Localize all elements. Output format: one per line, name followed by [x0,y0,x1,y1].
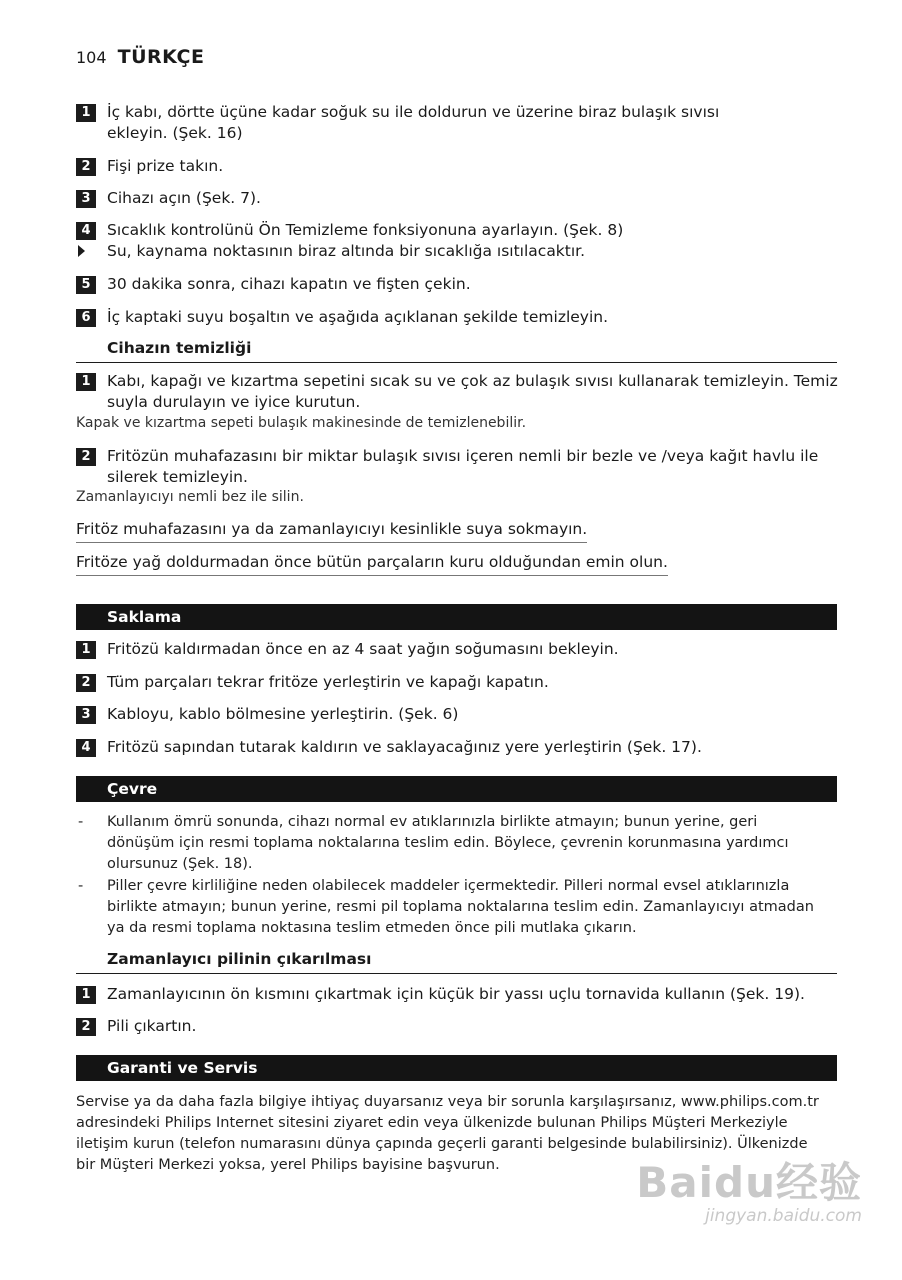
dash-bullet: - [78,878,84,894]
warning-text: Fritöze yağ doldurmadan önce bütün parçaların kuru olduğundan emin olun. [76,552,668,576]
note-text: Zamanlayıcıyı nemli bez ile silin. [76,489,304,505]
step-text: 30 dakika sonra, cihazı kapatın ve fişten çekin. [107,275,471,293]
note-text: Kapak ve kızartma sepeti bulaşık makinesinde de temizlenebilir. [76,415,527,431]
step-item [76,307,846,328]
step-text: Fritözü sapından tutarak kaldırın ve saklayacağınız yere yerleştirin (Şek. 17). [107,738,702,756]
section-heading-text: Saklama [107,608,182,626]
step-number-badge: 4 [76,739,96,757]
step-item [76,984,846,1005]
step-item [76,220,846,241]
section-heading-storage [76,604,837,630]
step-item [76,274,846,295]
step-text: İç kabı, dörtte üçüne kadar soğuk su ile doldurun ve üzerine biraz bulaşık sıvısı ekleyin. (Şek. 16) [107,103,720,142]
warning-text: Fritöz muhafazasını ya da zamanlayıcıyı kesinlikle suya sokmayın. [76,519,587,543]
step-item [76,704,846,725]
step-item [76,1016,846,1037]
step-text: Fişi prize takın. [107,157,224,175]
section-heading-text: Zamanlayıcı pilinin çıkarılması [107,950,372,968]
section-heading-text: Cihazın temizliği [107,339,252,357]
list-item [76,876,846,939]
step-text: Fritözü kaldırmadan önce en az 4 saat yağın soğumasını bekleyin. [107,640,619,658]
section-heading-warranty [76,1055,837,1081]
list-item [76,812,846,875]
step-number-badge: 2 [76,448,96,466]
bullet-item [76,241,585,262]
list-item-text: Kullanım ömrü sonunda, cihazı normal ev atıklarınızla birlikte atmayın; bunun yerine, geri dönüşüm için resmi toplama noktalarına teslim edin. Böylece, çevrenin korunmasına yardımcı olursunuz (Şek. 18). [107,814,789,872]
step-number-badge: 1 [76,373,96,391]
step-item [76,446,846,488]
watermark-url: jingyan.baidu.com [705,1206,862,1226]
section-heading-text: Garanti ve Servis [107,1059,258,1077]
list-item-text: Piller çevre kirliliğine neden olabilecek maddeler içermektedir. Pilleri normal evsel atıklarınızla birlikte atmayın; bunun yerine, resmi pil toplama noktalarına teslim edin. Zamanlayıcıyı atmadan ya da resmi toplama noktasına teslim etmeden önce pili mutlaka çıkarın. [107,878,814,936]
language-title: TÜRKÇE [117,46,205,68]
baidu-watermark [636,1150,862,1226]
step-number-badge: 3 [76,706,96,724]
step-number-badge: 5 [76,276,96,294]
bullet-text: Su, kaynama noktasının biraz altında bir sıcaklığa ısıtılacaktır. [107,242,586,260]
step-number-badge: 1 [76,986,96,1004]
step-number-badge: 4 [76,222,96,240]
page-header [76,46,204,68]
watermark-logo: Baidu经验 [636,1158,862,1207]
step-item [76,102,846,144]
section-heading-text: Çevre [107,780,158,798]
step-item [76,737,846,758]
step-item [76,639,846,660]
step-text: İç kaptaki suyu boşaltın ve aşağıda açıklanan şekilde temizleyin. [107,308,609,326]
step-text: Kabloyu, kablo bölmesine yerleştirin. (Şek. 6) [107,705,459,723]
step-item [76,672,846,693]
step-item [76,156,846,177]
step-text: Zamanlayıcının ön kısmını çıkartmak için küçük bir yassı uçlu tornavida kullanın (Şek. 19). [107,985,805,1003]
page-number: 104 [76,48,107,67]
step-text: Cihazı açın (Şek. 7). [107,189,261,207]
warranty-paragraph: Servise ya da daha fazla bilgiye ihtiyaç duyarsanız veya bir sorunla karşılaşırsanız, www.philips.com.tr adresindeki Philips Internet sitesini ziyaret edin veya ülkenizde bulunan Philips Müşteri Merkeziyle iletişim kurun (telefon numarasını dünya çapında geçerli garanti belgesinde bulabilirsiniz). Ülkenizde bir Müşteri Merkezi yoksa, yerel Philips bayisine başvurun. [76,1094,819,1173]
section-heading-battery [76,948,837,974]
step-number-badge: 1 [76,641,96,659]
step-number-badge: 1 [76,104,96,122]
step-text: Kabı, kapağı ve kızartma sepetini sıcak su ve çok az bulaşık sıvısı kullanarak temizleyin. Temiz suyla durulayın ve iyice kurutun. [107,372,838,411]
step-text: Tüm parçaları tekrar fritöze yerleştirin ve kapağı kapatın. [107,673,549,691]
step-number-badge: 2 [76,1018,96,1036]
step-text: Fritözün muhafazasını bir miktar bulaşık sıvısı içeren nemli bir bezle ve /veya kağıt havlu ile silerek temizleyin. [107,447,819,486]
step-text: Sıcaklık kontrolünü Ön Temizleme fonksiyonuna ayarlayın. (Şek. 8) [107,221,624,239]
step-number-badge: 2 [76,158,96,176]
dash-bullet: - [78,814,84,830]
triangle-bullet-icon [78,245,85,257]
section-heading-cleaning [76,337,837,363]
step-item [76,188,846,209]
step-number-badge: 2 [76,674,96,692]
step-number-badge: 6 [76,309,96,327]
section-heading-environment [76,776,837,802]
step-number-badge: 3 [76,190,96,208]
step-text: Pili çıkartın. [107,1017,197,1035]
step-item [76,371,846,413]
